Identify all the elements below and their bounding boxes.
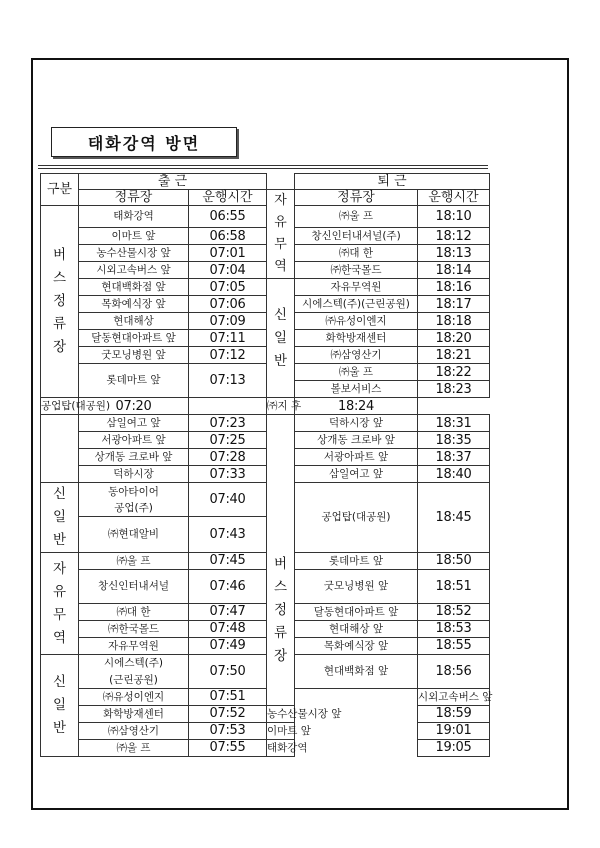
- in-stop: 롯데마트 앞: [295, 553, 418, 570]
- in-stop: 볼보서비스: [295, 381, 418, 398]
- group-label-in-bus: [267, 415, 295, 706]
- out-stop: 서광아파트 앞: [79, 432, 189, 449]
- timetable: [40, 173, 493, 757]
- in-time: 18:59: [418, 706, 490, 723]
- out-time: 07:13: [189, 364, 267, 398]
- out-time: 07:06: [189, 296, 267, 313]
- header-in-time: 운행시간: [418, 190, 490, 206]
- out-stop: 롯데마트 앞: [79, 364, 189, 398]
- in-stop: ㈜울 프: [295, 364, 418, 381]
- in-stop: 서광아파트 앞: [295, 449, 418, 466]
- in-time: 18:37: [418, 449, 490, 466]
- out-stop: 이마트 앞: [79, 228, 189, 245]
- in-time: 18:40: [418, 466, 490, 483]
- header-out-stop: 정류장: [79, 190, 189, 206]
- in-time: 18:20: [418, 330, 490, 347]
- vertical-group-text: [41, 671, 78, 740]
- out-time: 07:25: [189, 432, 267, 449]
- out-time: 07:04: [189, 262, 267, 279]
- in-time: 18:12: [418, 228, 490, 245]
- vertical-char: 류: [273, 624, 288, 641]
- out-stop: 농수산물시장 앞: [79, 245, 189, 262]
- in-stop: 자유무역원: [295, 279, 418, 296]
- in-stop: 시외고속버스 앞: [418, 689, 490, 706]
- in-stop: ㈜한국몰드: [295, 262, 418, 279]
- in-group-gap-bottom: [295, 689, 418, 757]
- out-time: 07:47: [189, 604, 267, 621]
- divider-top: [38, 165, 488, 166]
- in-time: 19:01: [418, 723, 490, 740]
- vertical-group-text: [41, 558, 78, 650]
- in-stop: 화학방재센터: [295, 330, 418, 347]
- out-time: 07:11: [189, 330, 267, 347]
- out-stop: 삼일여고 앞: [79, 415, 189, 432]
- in-stop: 목화예식장 앞: [295, 638, 418, 655]
- vertical-char: 자: [274, 193, 287, 208]
- out-stop: 현대해상: [79, 313, 189, 330]
- in-stop: ㈜울 프: [295, 206, 418, 228]
- group-label-in-singil: [267, 279, 295, 398]
- out-time: 07:40: [189, 483, 267, 517]
- in-time: 19:05: [418, 740, 490, 757]
- group-label-in-jayu: [267, 190, 295, 279]
- vertical-char: 장: [273, 647, 288, 664]
- group-label-out-jayu: [41, 553, 79, 655]
- vertical-char: 신: [52, 486, 67, 503]
- in-stop: 삼일여고 앞: [295, 466, 418, 483]
- in-group-gap: [189, 398, 267, 415]
- in-time: 18:17: [418, 296, 490, 313]
- vertical-group-text: [267, 553, 294, 668]
- group-label-out-bus: [41, 206, 79, 398]
- out-stop: ㈜한국몰드: [79, 621, 189, 638]
- out-time: 07:46: [189, 570, 267, 604]
- out-time: 07:28: [189, 449, 267, 466]
- in-time: 18:45: [418, 483, 490, 553]
- out-time: 07:53: [189, 723, 267, 740]
- out-stop: 시외고속버스 앞: [79, 262, 189, 279]
- vertical-char: 장: [52, 339, 67, 356]
- header-category: 구분: [41, 174, 79, 206]
- vertical-group-text: [41, 483, 78, 552]
- divider-bottom: [38, 168, 488, 169]
- in-stop: 태화강역: [267, 740, 295, 757]
- out-stop: ㈜울 프: [79, 553, 189, 570]
- out-stop: 자유무역원: [79, 638, 189, 655]
- in-time: 18:51: [418, 570, 490, 604]
- out-time: 07:51: [189, 689, 267, 706]
- out-stop: 동아타이어 공업(주): [79, 483, 189, 517]
- in-stop: ㈜삼영산기: [295, 347, 418, 364]
- out-stop: ㈜유성이엔지: [79, 689, 189, 706]
- out-stop: 태화강역: [79, 206, 189, 228]
- out-time: 07:20: [79, 398, 189, 415]
- out-time: 07:23: [189, 415, 267, 432]
- out-stop: ㈜대 한: [79, 604, 189, 621]
- out-time: 07:33: [189, 466, 267, 483]
- in-stop: ㈜지 후: [267, 398, 295, 415]
- header-out-time: 운행시간: [189, 190, 267, 206]
- out-time: 07:49: [189, 638, 267, 655]
- out-stop: 시에스텍(주) (근린공원): [79, 655, 189, 689]
- out-stop: 화학방재센터: [79, 706, 189, 723]
- in-time: 18:21: [418, 347, 490, 364]
- out-stop: 창신인터내셔널: [79, 570, 189, 604]
- out-stop: 목화예식장 앞: [79, 296, 189, 313]
- in-time: 18:35: [418, 432, 490, 449]
- out-time: 07:45: [189, 553, 267, 570]
- vertical-char: 무: [274, 237, 287, 253]
- vertical-group-text: [267, 304, 294, 373]
- vertical-char: 반: [52, 720, 67, 737]
- page-title: 태화강역 방면: [51, 127, 237, 157]
- out-time: 07:50: [189, 655, 267, 689]
- vertical-char: 무: [52, 606, 67, 623]
- out-stop: 굿모닝병원 앞: [79, 347, 189, 364]
- vertical-char: 반: [273, 352, 288, 369]
- vertical-char: 신: [52, 674, 67, 691]
- in-time: 18:53: [418, 621, 490, 638]
- out-time: 07:05: [189, 279, 267, 296]
- vertical-char: 일: [273, 329, 288, 346]
- in-stop: ㈜대 한: [295, 245, 418, 262]
- vertical-char: 신: [273, 306, 288, 323]
- in-stop: 현대해상 앞: [295, 621, 418, 638]
- vertical-char: 버: [273, 555, 288, 572]
- in-stop: 현대백화점 앞: [295, 655, 418, 689]
- vertical-char: 유: [52, 583, 67, 600]
- vertical-char: 역: [52, 629, 67, 646]
- out-time: 07:09: [189, 313, 267, 330]
- out-time: 07:55: [189, 740, 267, 757]
- in-time: 18:24: [295, 398, 418, 415]
- in-time: 18:55: [418, 638, 490, 655]
- out-time: 07:01: [189, 245, 267, 262]
- in-stop: 굿모닝병원 앞: [295, 570, 418, 604]
- in-stop: 공업탑(대공원): [295, 483, 418, 553]
- header-return: 퇴 근: [295, 174, 490, 190]
- header-gap: [267, 174, 295, 190]
- in-stop: ㈜유성이엔지: [295, 313, 418, 330]
- group-label-out-singil: [41, 483, 79, 553]
- in-stop: 창신인터내셔널(주): [295, 228, 418, 245]
- out-time: 07:12: [189, 347, 267, 364]
- header-in-stop: 정류장: [295, 190, 418, 206]
- out-stop: ㈜현대알비: [79, 517, 189, 553]
- in-time: 18:18: [418, 313, 490, 330]
- in-stop: 농수산물시장 앞: [267, 706, 295, 723]
- in-time: 18:16: [418, 279, 490, 296]
- vertical-char: 유: [274, 215, 287, 231]
- vertical-char: 반: [52, 532, 67, 549]
- out-stop: 공업탑(대공원): [41, 398, 79, 415]
- in-time: 18:50: [418, 553, 490, 570]
- vertical-char: 역: [274, 259, 287, 275]
- vertical-char: 정: [273, 601, 288, 618]
- vertical-char: 정: [52, 293, 67, 310]
- out-stop: ㈜삼영산기: [79, 723, 189, 740]
- in-stop: 덕하시장 앞: [295, 415, 418, 432]
- vertical-group-text: [41, 244, 78, 359]
- in-time: 18:52: [418, 604, 490, 621]
- out-stop: 상개동 크로바 앞: [79, 449, 189, 466]
- vertical-char: 스: [273, 578, 288, 595]
- in-time: 18:13: [418, 245, 490, 262]
- vertical-char: 버: [52, 247, 67, 264]
- in-time: 18:22: [418, 364, 490, 381]
- out-stop: 현대백화점 앞: [79, 279, 189, 296]
- out-time: 07:43: [189, 517, 267, 553]
- in-time: 18:31: [418, 415, 490, 432]
- in-time: 18:23: [418, 381, 490, 398]
- in-stop: 이마트 앞: [267, 723, 295, 740]
- out-stop: 덕하시장: [79, 466, 189, 483]
- header-departure: 출 근: [79, 174, 267, 190]
- out-time: 07:48: [189, 621, 267, 638]
- vertical-char: 일: [52, 509, 67, 526]
- out-group-blank: [41, 415, 79, 483]
- out-stop: 달동현대아파트 앞: [79, 330, 189, 347]
- in-stop: 달동현대아파트 앞: [295, 604, 418, 621]
- out-time: 07:52: [189, 706, 267, 723]
- in-time: 18:56: [418, 655, 490, 689]
- in-time: 18:10: [418, 206, 490, 228]
- out-time: 06:55: [189, 206, 267, 228]
- in-stop: 시에스텍(주)(근린공원): [295, 296, 418, 313]
- vertical-group-text: [267, 190, 294, 278]
- vertical-char: 자: [52, 560, 67, 577]
- out-time: 06:58: [189, 228, 267, 245]
- group-label-out-singil-2: [41, 655, 79, 757]
- out-stop: ㈜울 프: [79, 740, 189, 757]
- vertical-char: 스: [52, 270, 67, 287]
- in-stop: 상개동 크로바 앞: [295, 432, 418, 449]
- in-time: 18:14: [418, 262, 490, 279]
- vertical-char: 류: [52, 316, 67, 333]
- vertical-char: 일: [52, 697, 67, 714]
